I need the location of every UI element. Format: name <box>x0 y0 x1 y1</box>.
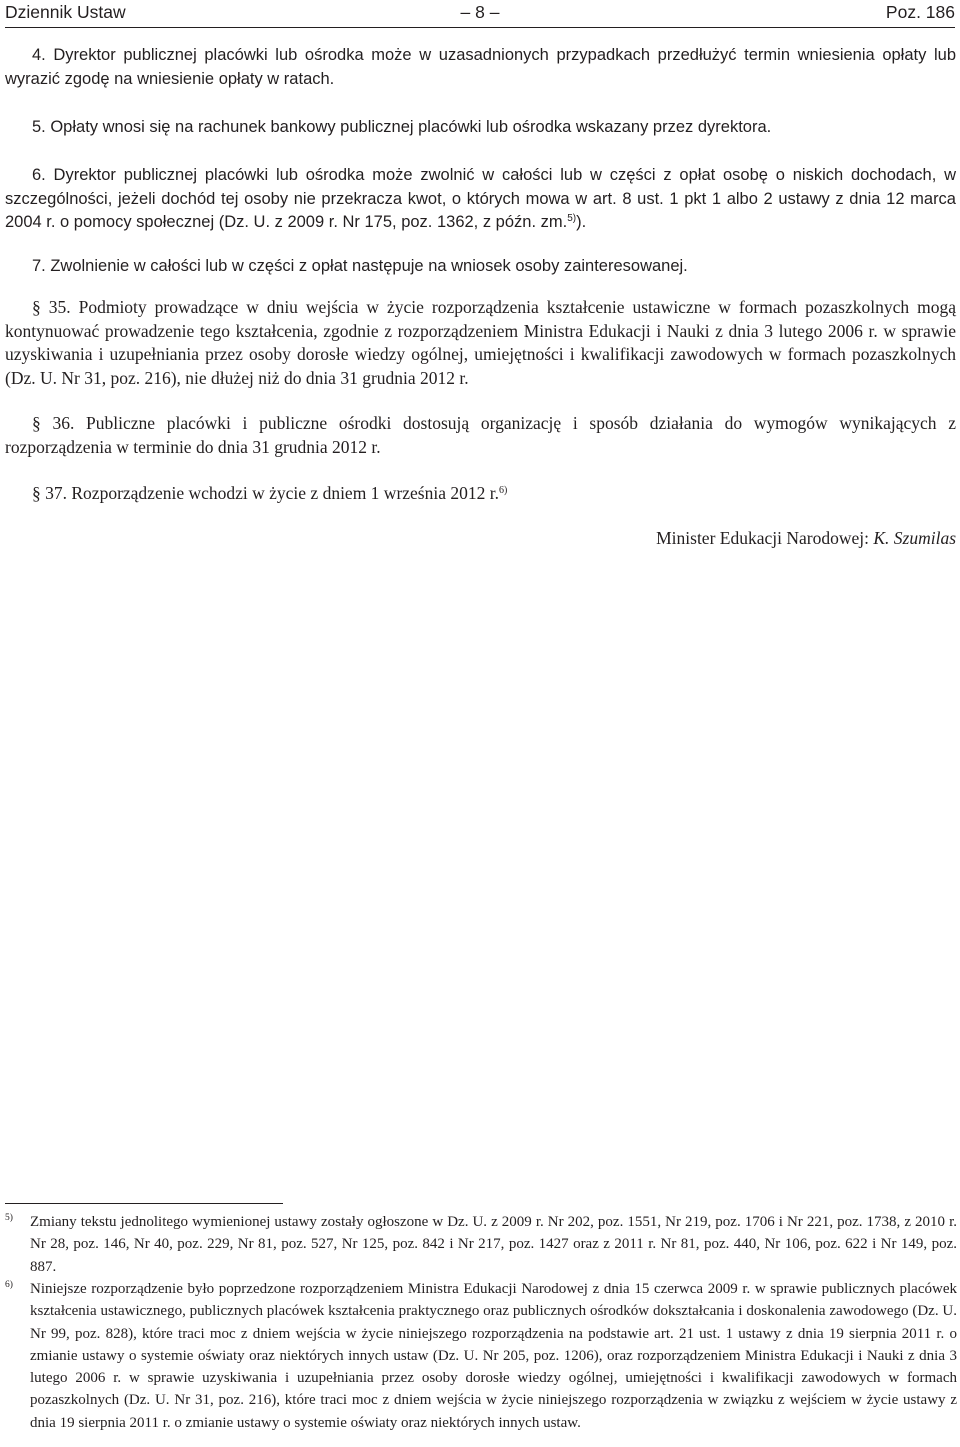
signature-name: K. Szumilas <box>873 528 956 548</box>
signature <box>656 527 956 550</box>
paragraph-6-text: 6. Dyrektor publicznej placówki lub ośrodka może zwolnić w całości lub w części z opłat osobę o niskich dochodach, w szczególności, jeżeli dochód tej osoby nie przekracza kwot, o których mowa w art. 8 ust. 1 pkt 1 albo 2 ustawy z dnia 12 marca 2004 r. o pomocy społecznej (Dz. U. z 2009 r. Nr 175, poz. 1362, z późn. zm. <box>5 166 956 231</box>
position-number: Poz. 186 <box>885 2 955 22</box>
footnote-6 <box>5 1278 957 1434</box>
paragraph-6-end: ). <box>576 213 587 231</box>
header-rule <box>5 27 955 28</box>
footnote-mark: 5) <box>5 1213 13 1223</box>
journal-title: Dziennik Ustaw <box>5 2 126 22</box>
footnote-text: Zmiany tekstu jednolitego wymienionej ustawy zostały ogłoszone w Dz. U. z 2009 r. Nr 202, poz. 1551, Nr 219, poz. 1706 i Nr 221, poz. 1738, z 2010 r. Nr 28, poz. 146, Nr 40, poz. 229, Nr 81, poz. 527, Nr 125, poz. 842 i Nr 217, poz. 1427 oraz z 2011 r. Nr 81, poz. 440, Nr 106, poz. 622 i Nr 149, poz. 887. <box>30 1214 957 1275</box>
footnote-text: Niniejsze rozporządzenie było poprzedzone rozporządzeniem Ministra Edukacji Narodowej z dnia 15 czerwca 2009 r. w sprawie publicznych placówek kształcenia ustawicznego, publicznych placówek kształcenia praktycznego oraz publicznych ośrodków dokształcania i doskonalenia zawodowego (Dz. U. Nr 99, poz. 828), które traci moc z dniem wejścia w życie niniejszego rozporządzenia na podstawie art. 21 ust. 1 ustawy z dnia 19 sierpnia 2011 r. o zmianie ustawy o systemie oświaty oraz niektórych innych ustaw (Dz. U. Nr 205, poz. 1206), oraz rozporządzeniem Ministra Edukacji i Nauki z dnia 3 lutego 2006 r. w sprawie uzyskiwania i uzupełniania przez osoby dorosłe wiedzy ogólnej, umiejętności i kwalifikacji zawodowych w formach pozaszkolnych (Dz. U. Nr 31, poz. 216), które traci moc z dniem wejścia w życie niniejszego rozporządzenia w związku z wejściem w życie ustawy z dnia 19 sierpnia 2011 r. o zmianie ustawy o systemie oświaty oraz niektórych innych ustaw. <box>30 1281 957 1431</box>
section-35: § 35. Podmioty prowadzące w dniu wejścia w życie rozporządzenia kształcenie ustawiczne w formach pozaszkolnych mogą kontynuować prowadzenie tego kształcenia, zgodnie z rozporządzeniem Ministra Edukacji i Nauki z dnia 3 lutego 2006 r. w sprawie uzyskiwania i uzupełniania przez osoby dorosłe wiedzy ogólnej, umiejętności i kwalifikacji zawodowych w formach pozaszkolnych (Dz. U. Nr 31, poz. 216), nie dłużej niż do dnia 31 grudnia 2012 r. <box>5 297 956 388</box>
paragraph-4: 4. Dyrektor publicznej placówki lub ośrodka może w uzasadnionych przypadkach przedłużyć termin wniesienia opłaty lub wyrazić zgodę na wniesienie opłaty w ratach. <box>5 46 956 88</box>
section-37-text: § 37. Rozporządzenie wchodzi w życie z dniem 1 września 2012 r. <box>32 483 499 503</box>
footnote-mark: 6) <box>5 1280 13 1290</box>
page-header <box>5 2 955 26</box>
paragraph-7: 7. Zwolnienie w całości lub w części z opłat następuje na wniosek osoby zainteresowanej. <box>32 257 688 275</box>
footnote-ref-6: 6) <box>499 485 508 496</box>
section-37 <box>5 482 956 506</box>
section-36: § 36. Publiczne placówki i publiczne ośrodki dostosują organizację i sposób działania do wymogów wynikających z rozporządzenia w terminie do dnia 31 grudnia 2012 r. <box>5 413 956 457</box>
signature-role: Minister Edukacji Narodowej: <box>656 528 874 548</box>
paragraph-5: 5. Opłaty wnosi się na rachunek bankowy publicznej placówki lub ośrodka wskazany przez dyrektora. <box>32 118 772 136</box>
page-number: – 8 – <box>460 2 500 22</box>
footnote-rule <box>5 1203 283 1204</box>
footnote-ref-5: 5) <box>567 213 577 224</box>
paragraph-6 <box>5 164 956 235</box>
footnote-5 <box>5 1211 957 1278</box>
